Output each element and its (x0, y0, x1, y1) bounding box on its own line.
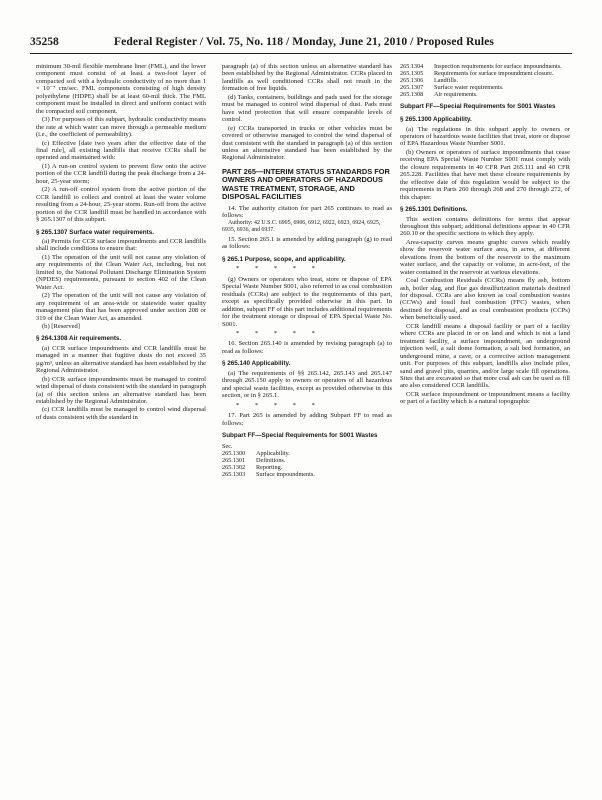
section-title: Requirements for surface impoundment closure. (434, 70, 554, 78)
authority-citation: Authority: 42 U.S.C. 6905, 6906, 6912, 6922, 6923, 6924, 6925, 6935, 6936, and 6937. (222, 220, 381, 234)
section-list-item (222, 450, 392, 457)
section-title: Inspection requirements for surface impoundments. (434, 63, 562, 70)
section-title: Applicability. (256, 449, 290, 457)
section-list-header: Sec. (222, 442, 233, 450)
section-title: Surface impoundments. (256, 470, 315, 478)
page-number: 35258 (30, 36, 59, 48)
section-heading: § 264.1308 Air requirements. (36, 335, 122, 343)
section-list (400, 63, 570, 98)
paragraph: (d) Tanks, containers, buildings and pads used for the storage must be managed to control wind dispersal of dust. Pads must have wind protection that will ensure comparable levels of control. (222, 93, 392, 124)
section-number: 265.1308 (400, 91, 424, 99)
section-title: Definitions. (256, 456, 286, 464)
section-title: Landfills. (434, 77, 458, 85)
paragraph: (a) CCR surface impoundments and CCR landfills must be managed in a manner that fugitive dusts do not exceed 35 µg/m³, unless an alternative standard has been established by the Regional Administrator. (36, 344, 206, 375)
section-heading: § 265.1307 Surface water requirements. (36, 228, 154, 236)
ellipsis-stars: * * * * * (236, 330, 322, 337)
paragraph: (b) [Reserved] (42, 322, 80, 330)
paragraph: minimum 30-mil flexible membrane liner (FML), and the lower component must consist of at least a two-foot layer of compacted soil with a hydraulic conductivity of no more than 1 × 10⁻⁷ cm/sec. FML components consisting of high density polyethylene (HDPE) shall be at least 60-mil thick. The FML component must be installed in direct and uniform contact with the compacted soil component. (36, 63, 206, 115)
paragraph: (1) The operation of the unit will not cause any violation of any requirements of the Clean Water Act, including, but not limited to, the National Pollutant Discharge Elimination System (NPDES) requirements, pursuant to section 402 of the Clean Water Act. (36, 253, 206, 291)
subpart-heading: Subpart FF—Special Requirements for S001 Wastes (400, 103, 556, 111)
section-number: 265.1304 (400, 63, 424, 70)
paragraph: (c) Effective [date two years after the effective date of the final rule], all existing landfills that receive CCRs shall be operated and maintained with: (36, 139, 206, 162)
paragraph: (c) CCR landfills must be managed to control wind dispersal of dusts consistent with the standard in (36, 406, 206, 421)
section-number: 265.1306 (400, 77, 424, 85)
paragraph: 15. Section 265.1 is amended by adding paragraph (g) to read as follows: (222, 236, 392, 251)
ellipsis-stars: * * * * * (236, 265, 322, 273)
paragraph: (b) CCR surface impoundments must be managed to control wind dispersal of dusts consistent with the standard in paragraph (a) of this section unless an alternative standard has been established by the Regional Administrator. (36, 375, 206, 406)
paragraph: 17. Part 265 is amended by adding Subpart FF to read as follows: (222, 412, 392, 427)
paragraph: paragraph (a) of this section unless an alternative standard has been established by the Regional Administrator. CCRs placed in landfills as well conditioned CCRs shall not result in the formation of free liquids. (222, 63, 392, 93)
paragraph: CCR surface impoundment or impoundment means a facility or part of a facility which is a natural topographic (400, 390, 570, 406)
paragraph: (a) Permits for CCR surface impoundments and CCR landfills shall include conditions to ensure that: (36, 237, 206, 253)
paragraph: Coal Combustion Residuals (CCRs) means fly ash, bottom ash, boiler slag, and flue gas desulfurization materials destined for disposal. CCRs are also known as coal combustion wastes (CCWs) and fossil fuel combustion (FFC) wastes, when destined for disposal, and as coal combustion products (CCPs) when beneficially used. (400, 277, 570, 322)
text-column-middle (222, 63, 392, 793)
section-heading: § 265.1301 Definitions. (400, 206, 468, 214)
ellipsis-stars: * * * * * (236, 401, 322, 409)
section-list-item (222, 464, 392, 471)
paragraph: 16. Section 265.140 is amended by revising paragraph (a) to read as follows: (222, 340, 392, 355)
section-heading: § 265.1300 Applicability. (400, 116, 472, 124)
text-column-right (400, 63, 570, 793)
section-list-item (400, 91, 570, 98)
section-number: 265.1305 (400, 70, 424, 78)
part-heading: PART 265—INTERIM STATUS STANDARDS FOR OWNERS AND OPERATORS OF HAZARDOUS WASTE TREATMENT, STORAGE, AND DISPOSAL FACILITIES (222, 166, 390, 202)
section-title: Surface water requirements. (434, 84, 504, 92)
paragraph: This section contains definitions for terms that appear throughout this subpart; additional definitions appear in 40 CFR 260.10 or the specific sections to which they apply. (400, 215, 570, 238)
paragraph: (2) A run-off control system from the active portion of the CCR landfill to collect and control at least the water volume resulting from a 24-hour, 25-year storm. Run-off from the active portion of the CCR landfill must be handled in accordance with § 265.1307 of this subpart. (36, 186, 206, 224)
section-number: 265.1302 (222, 463, 246, 471)
section-number: 265.1303 (222, 470, 246, 478)
section-list-item (222, 457, 392, 464)
paragraph: 14. The authority citation for part 265 continues to read as follows: (222, 204, 392, 219)
section-heading: § 265.140 Applicability. (222, 360, 291, 368)
section-list-item (400, 63, 570, 70)
section-title: Air requirements. (434, 91, 478, 99)
paragraph: (b) Owners or operators of surface impoundments that cease receiving EPA Special Waste Number S001 must comply with the closure requirements in 40 CFR Part 265.111 and 40 CFR 265.228. Facilities that have met these closure requirements by the effective date of this regulation would be subject to the requirements in Parts 260 through 268 and 270 through 272, of this chapter. (400, 148, 570, 201)
paragraph: (a) The regulations in this subpart apply to owners or operators of hazardous waste facilities that treat, store or dispose of EPA Hazardous Waste Number S001. (400, 125, 570, 148)
section-heading: § 265.1 Purpose, scope, and applicability. (222, 255, 346, 263)
section-list-item (400, 70, 570, 77)
paragraph: (e) CCRs transported in trucks or other vehicles must be covered or otherwise managed to control the wind dispersal of dust consistent with the standard in paragraph (a) of this section unless an alternative standard has been established by the Regional Administrator. (222, 124, 392, 162)
subpart-heading: Subpart FF—Special Requirements for S001 Wastes (222, 431, 378, 439)
paragraph: (a) The requirements of §§ 265.142, 265.143 and 265.147 through 265.150 apply to owners or operators of all hazardous and special waste facilities, except as provided otherwise in this section, or in § 265.1. (222, 369, 392, 400)
paragraph: (g) Owners or operators who treat, store or dispose of EPA Special Waste Number S001, also referred to as coal combustion residuals (CCRs) are subject to the requirements of this part, except as specifically provided otherwise in this part. In addition, subpart FF of this part includes additional requirements for the treatment storage or disposal of EPA Special Waste No. S001. (222, 275, 392, 328)
section-number: 265.1307 (400, 84, 424, 92)
header-rule (30, 53, 572, 54)
paragraph: CCR landfill means a disposal facility or part of a facility where CCRs are placed in or on land and which is not a land treatment facility, a surface impoundment, an underground injection well, a salt dome formation, a salt bed formation, an underground mine, a cave, or a corrective action management unit. For purposes of this subpart, landfills also include piles, sand and gravel pits, quarries, and/or large scale fill operations. Sites that are excavated so that more coal ash can be used as fill are also considered CCR landfills. (400, 322, 570, 390)
section-number: 265.1300 (222, 449, 246, 457)
section-list-item (400, 77, 570, 84)
paragraph: (3) For purposes of this subpart, hydraulic conductivity means the rate at which water can move through a permeable medium (i.e., the coefficient of permeability). (36, 116, 206, 139)
paragraph: (2) The operation of the unit will not cause any violation of any requirement of an area-wide or statewide water quality management plan that has been approved under section 208 or 319 of the Clean Water Act, as amended. (36, 292, 206, 322)
publication-line: Federal Register / Vol. 75, No. 118 / Monday, June 21, 2010 / Proposed Rules (114, 36, 494, 48)
page-header (30, 36, 572, 50)
section-list-item (400, 84, 570, 91)
paragraph: (1) A run-on control system to prevent flow onto the active portion of the CCR landfill during the peak discharge from a 24-hour, 25-year storm; (36, 162, 206, 185)
section-title: Reporting. (256, 463, 283, 471)
section-list-item (222, 471, 392, 478)
section-list (222, 443, 392, 478)
text-column-left (36, 63, 206, 793)
paragraph: Area-capacity curves means graphic curves which readily show the reservoir water surface area, in acres, at different elevations from the bottom of the reservoir to the maximum water surface, and the capacity or volume, in acre-feet, of the water contained in the reservoir at various elevations. (400, 238, 570, 276)
section-number: 265.1301 (222, 456, 246, 464)
